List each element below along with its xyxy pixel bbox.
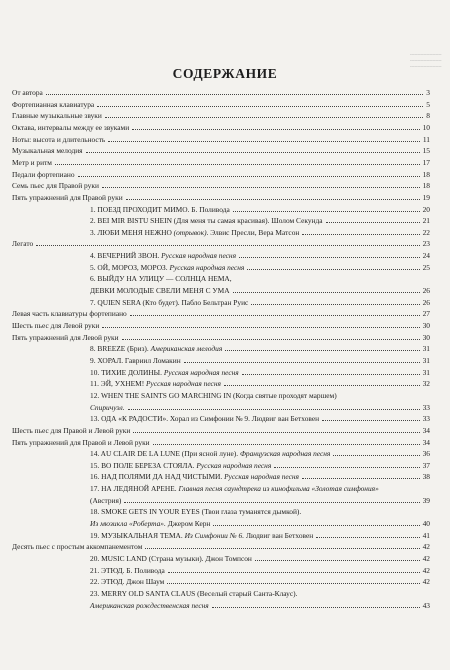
toc-entry: [0, 414, 450, 423]
toc-entry: [0, 170, 450, 179]
toc-page-number: 31: [422, 344, 430, 354]
toc-entry-title: Левая часть клавиатуры фортепиано: [12, 309, 127, 319]
dot-leader: [126, 199, 420, 200]
toc-entry: [0, 601, 450, 610]
toc-entry-title: 5. ОЙ, МОРОЗ, МОРОЗ. Русская народная песня: [90, 262, 245, 272]
toc-entry-title: Семь пьес для Правой руки: [12, 181, 99, 191]
dot-leader: [255, 560, 420, 561]
dot-leader: [153, 444, 420, 445]
toc-entry-title: 18. SMOKE GETS IN YOUR EYES (Твои глаза туманятся дымкой).: [90, 507, 302, 517]
toc-page-number: 33: [422, 402, 430, 412]
toc-entry-title: От автора: [12, 88, 43, 97]
toc-entry-title: 16. НАД ПОЛЯМИ ДА НАД ЧИСТЫМИ. Русская народная песня: [90, 472, 299, 482]
toc-entry-title: Педали фортепиано: [12, 169, 75, 179]
toc-page-number: 3: [426, 88, 430, 97]
toc-page-number: 30: [422, 332, 430, 342]
toc-page-number: 41: [422, 530, 430, 540]
toc-entry-title: Пять упражнений для Правой руки: [12, 192, 123, 202]
dot-leader: [322, 420, 420, 421]
toc-entry-title: 6. ВЫЙДУ НА УЛИЦУ — СОЛНЦА НЕМА,: [90, 274, 232, 284]
toc-page-number: 22: [422, 227, 430, 237]
dot-leader: [251, 304, 420, 305]
toc-entry: [0, 239, 450, 248]
toc-page-number: 18: [422, 181, 430, 191]
toc-entry: [0, 566, 450, 575]
toc-page-number: 17: [422, 157, 430, 167]
toc-page-number: 21: [422, 216, 430, 226]
dot-leader: [242, 374, 420, 375]
toc-entry-title: 8. BREEZE (Бриз). Американская мелодия: [90, 344, 223, 354]
toc-entry: [0, 496, 450, 505]
toc-entry-title: 19. МУЗЫКАЛЬНАЯ ТЕМА. Из Симфонии № 6. Людвиг ван Бетховен: [90, 530, 314, 540]
toc-entry-title: Легато: [12, 239, 34, 249]
toc-entry: [0, 123, 450, 132]
dot-leader: [108, 141, 420, 142]
toc-entry: [0, 531, 450, 540]
toc-page-number: 5: [426, 99, 430, 109]
toc-entry: [0, 88, 450, 97]
toc-page-number: 42: [422, 577, 430, 587]
toc-entry: [0, 205, 450, 214]
toc-entry: [0, 135, 450, 144]
dot-leader: [168, 572, 420, 573]
dot-leader: [102, 327, 420, 328]
toc-entry: [0, 356, 450, 365]
toc-page-number: 42: [422, 554, 430, 563]
toc-entry-title: 3. ЛЮБИ МЕНЯ НЕЖНО (отрывок). Элвис Пресли, Вера Матсон: [90, 227, 300, 237]
toc-entry: [0, 263, 450, 272]
toc-entry-title: 21. ЭТЮД. Б. Поливода: [90, 565, 165, 575]
toc-entry: [0, 519, 450, 528]
toc-page-number: 42: [422, 565, 430, 575]
toc-entry-title: 17. НА ЛЕДЯНОЙ АРЕНЕ. Главная песня саундтрека из кинофильма «Золотая симфония»: [90, 484, 379, 494]
toc-entry: [0, 426, 450, 435]
dot-leader: [239, 257, 420, 258]
toc-page-number: 25: [422, 262, 430, 272]
toc-page-number: 20: [422, 204, 430, 214]
toc-entry: [0, 146, 450, 155]
dot-leader: [124, 502, 420, 503]
toc-page-number: 10: [422, 122, 430, 132]
toc-entry-title: Метр и ритм: [12, 157, 52, 167]
toc-page-number: 40: [422, 519, 430, 529]
dot-leader: [132, 129, 420, 130]
toc-page-number: 30: [422, 321, 430, 330]
toc-entry-title: Ноты: высота и длительность: [12, 134, 106, 144]
dot-leader: [145, 548, 420, 549]
dot-leader: [302, 234, 420, 235]
dot-leader: [233, 292, 420, 293]
dot-leader: [36, 245, 420, 246]
toc-page-number: 39: [422, 495, 430, 505]
toc-page-number: 37: [422, 460, 430, 470]
dot-leader: [224, 385, 420, 386]
toc-entry-title: 4. ВЕЧЕРНИЙ ЗВОН. Русская народная песня: [90, 251, 237, 261]
toc-page-number: 26: [422, 286, 430, 296]
toc-entry-title: 15. ВО ПОЛЕ БЕРЕЗА СТОЯЛА. Русская народная песня: [90, 460, 272, 470]
toc-page-number: 32: [422, 379, 430, 389]
page-title: СОДЕРЖАНИЕ: [172, 66, 278, 81]
toc-page-number: 31: [422, 367, 430, 377]
dot-leader: [184, 362, 420, 363]
toc-entry: [0, 274, 450, 283]
toc-entry: [0, 368, 450, 377]
toc-entry: [0, 484, 450, 493]
toc-entry: [0, 589, 450, 598]
toc-page-number: 42: [422, 542, 430, 552]
toc-entry-title: 13. ОДА «К РАДОСТИ». Хорал из Симфонии № 9. Людвиг ван Бетховен: [90, 414, 320, 424]
toc-page-number: 38: [422, 472, 430, 482]
dot-leader: [78, 176, 420, 177]
toc-entry: [0, 333, 450, 342]
toc-entry: [0, 438, 450, 447]
dot-leader: [302, 478, 420, 479]
toc-entry: [0, 251, 450, 260]
toc-entry: [0, 298, 450, 307]
toc-page-number: 26: [422, 297, 430, 307]
toc-entry-title: Пять упражнений для Правой и Левой руки: [12, 437, 150, 447]
toc-entry: [0, 542, 450, 551]
dot-leader: [97, 106, 423, 107]
toc-entry: [0, 158, 450, 167]
toc-entry-title: Шесть пьес для Правой и Левой руки: [12, 425, 131, 435]
toc-entry: [0, 379, 450, 388]
toc-page-number: 34: [422, 437, 430, 447]
toc-entry-title: 20. MUSIC LAND (Страна музыки). Джон Томпсон: [90, 554, 252, 563]
dot-leader: [247, 269, 420, 270]
toc-entry: [0, 344, 450, 353]
toc-entry: [0, 100, 450, 109]
toc-page-number: 23: [422, 239, 430, 249]
dot-leader: [86, 152, 420, 153]
toc-entry-title: Октава, интервалы между ее звуками: [12, 122, 130, 132]
dot-leader: [46, 94, 423, 95]
toc-entry-title: Фортепианная клавиатура: [12, 99, 95, 109]
toc-entry-title: 9. ХОРАЛ. Гавриил Ломакин: [90, 355, 181, 365]
toc-page-number: 33: [422, 414, 430, 424]
dot-leader: [130, 315, 420, 316]
toc-page-number: 19: [422, 192, 430, 202]
dot-leader: [55, 164, 420, 165]
toc-page-number: 36: [422, 449, 430, 459]
dot-leader: [225, 350, 420, 351]
toc-entry-title: 12. WHEN THE SAINTS GO MARCHING IN (Когда святые проходят маршем): [90, 390, 337, 400]
toc-entry: [0, 111, 450, 120]
toc-entry: [0, 577, 450, 586]
toc-entry-title: ДЕВКИ МОЛОДЫЕ СВЕЛИ МЕНЯ С УМА: [90, 286, 230, 296]
toc-page-number: 27: [422, 309, 430, 319]
toc-entry-title: Спиричуэл.: [90, 402, 125, 412]
dot-leader: [333, 455, 420, 456]
toc-entry-title: 7. QUIEN SERA (Кто будет). Пабло Бельтран Руис: [90, 297, 249, 307]
toc-page-number: 34: [422, 425, 430, 435]
dot-leader: [167, 583, 420, 584]
dot-leader: [213, 525, 420, 526]
dot-leader: [122, 339, 420, 340]
dot-leader: [105, 117, 423, 118]
toc-entry: [0, 228, 450, 237]
toc-entry-title: Пять упражнений для Левой руки: [12, 332, 119, 342]
toc-entry: [0, 181, 450, 190]
toc-entry-title: 10. ТИХИЕ ДОЛИНЫ. Русская народная песня: [90, 367, 239, 377]
bleed-through-text: --------------------- --------------------- ---------------------: [410, 52, 442, 69]
toc-entry-title: 11. ЭЙ, УХНЕМ! Русская народная песня: [90, 379, 221, 389]
toc-entry-title: (Австрия): [90, 495, 122, 505]
toc-page-number: 24: [422, 251, 430, 261]
toc-page-number: 18: [422, 169, 430, 179]
toc-entry-title: Из мюзикла «Роберта». Джером Керн: [90, 519, 211, 529]
toc-entry: [0, 321, 450, 330]
toc-entry: [0, 403, 450, 412]
toc-entry-title: Десять пьес с простым аккомпанементом: [12, 542, 143, 552]
toc-entry-title: 2. BEI MIR BISTU SHEIN (Для меня ты самая красивая). Шолом Секунда: [90, 216, 323, 226]
toc-entry: [0, 216, 450, 225]
toc-page-number: 11: [422, 134, 430, 144]
toc-entry: [0, 554, 450, 563]
dot-leader: [316, 537, 420, 538]
toc-entry-title: 22. ЭТЮД. Джон Шаум: [90, 577, 165, 587]
toc-entry-title: Шесть пьес для Левой руки: [12, 321, 100, 330]
toc-entry-title: Главные музыкальные звуки: [12, 111, 102, 121]
toc-entry: [0, 309, 450, 318]
toc-entry-title: Музыкальная мелодия: [12, 146, 83, 156]
dot-leader: [326, 222, 420, 223]
dot-leader: [128, 409, 420, 410]
toc-page-number: 15: [422, 146, 430, 156]
toc-page-number: 31: [422, 355, 430, 365]
toc-entry: [0, 507, 450, 516]
toc-entry-title: 1. ПОЕЗД ПРОХОДИТ МИМО. Б. Поливода: [90, 204, 230, 214]
toc-entry: [0, 461, 450, 470]
toc-entry-title: 14. AU CLAIR DE LA LUNE (При ясной луне). Французская народная песня: [90, 449, 331, 459]
toc-entry: [0, 286, 450, 295]
toc-page-number: 8: [426, 111, 430, 121]
dot-leader: [133, 432, 420, 433]
toc-page-number: 43: [422, 600, 430, 610]
dot-leader: [102, 187, 420, 188]
toc-entry-title: 23. MERRY OLD SANTA CLAUS (Веселый старый Санта-Клаус).: [90, 588, 298, 598]
toc-entry-title: Американская рождественская песня: [90, 600, 209, 610]
dot-leader: [212, 607, 420, 608]
toc-entry: [0, 193, 450, 202]
dot-leader: [274, 467, 420, 468]
toc-entry: [0, 449, 450, 458]
dot-leader: [233, 211, 420, 212]
toc-entry: [0, 472, 450, 481]
toc-entry: [0, 391, 450, 400]
